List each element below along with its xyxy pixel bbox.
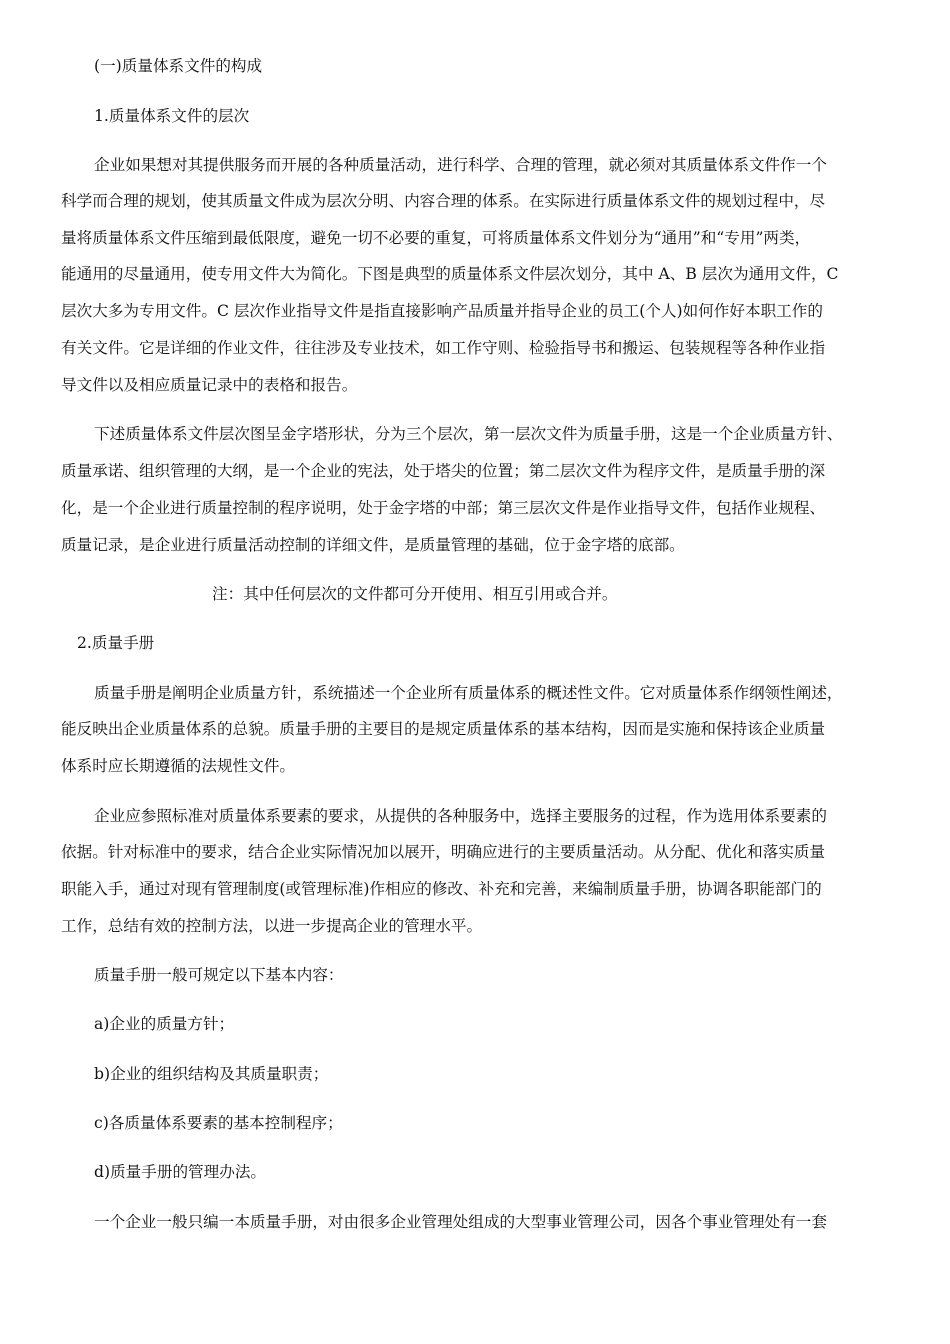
list-item: b)企业的组织结构及其质量职责；: [94, 1065, 329, 1083]
text-line: 能反映出企业质量体系的总貌。质量手册的主要目的是规定质量体系的基本结构，因而是实施和保持该企业质量: [61, 720, 826, 738]
sub-heading-levels: 1.质量体系文件的层次: [94, 107, 250, 125]
text-line: 下述质量体系文件层次图呈金字塔形状，分为三个层次，第一层次文件为质量手册，这是一个企业质量方针、: [94, 425, 843, 443]
manual-contents-intro: 质量手册一般可规定以下基本内容：: [94, 966, 344, 984]
text-line: 质量手册是阐明企业质量方针，系统描述一个企业所有质量体系的概述性文件。它对质量体系作纲领性阐述，: [94, 684, 843, 702]
text-line: 有关文件。它是详细的作业文件，往往涉及专业技术，如工作守则、检验指导书和搬运、包装规程等各种作业指: [61, 339, 826, 357]
text-line: 依据。针对标准中的要求，结合企业实际情况加以展开，明确应进行的主要质量活动。从分配、优化和落实质量: [61, 843, 826, 861]
text-line: 科学而合理的规划，使其质量文件成为层次分明、内容合理的体系。在实际进行质量体系文件的规划过程中，尽: [61, 192, 826, 210]
text-line: 化，是一个企业进行质量控制的程序说明，处于金字塔的中部；第三层次文件是作业指导文件，包括作业规程、: [61, 499, 826, 517]
text-line: 量将质量体系文件压缩到最低限度，避免一切不必要的重复，可将质量体系文件划分为“通用”和“专用”两类，: [61, 229, 811, 247]
text-line: 质量承诺、组织管理的大纲，是一个企业的宪法，处于塔尖的位置；第二层次文件为程序文件，是质量手册的深: [61, 462, 826, 480]
list-item: a)企业的质量方针；: [94, 1015, 235, 1033]
text-line: 导文件以及相应质量记录中的表格和报告。: [61, 376, 358, 394]
text-line: 体系时应长期遵循的法规性文件。: [61, 757, 295, 775]
text-line: 工作，总结有效的控制方法，以进一步提高企业的管理水平。: [61, 917, 483, 935]
section-heading: (一)质量体系文件的构成: [94, 57, 263, 75]
text-line: 质量记录，是企业进行质量活动控制的详细文件，是质量管理的基础，位于金字塔的底部。: [61, 536, 685, 554]
text-line: 一个企业一般只编一本质量手册，对由很多企业管理处组成的大型事业管理公司，因各个事业管理处有一套: [94, 1213, 827, 1231]
note: 注：其中任何层次的文件都可分开使用、相互引用或合并。: [212, 585, 618, 603]
list-item: c)各质量体系要素的基本控制程序；: [94, 1114, 343, 1132]
sub-heading-manual: 2.质量手册: [77, 634, 155, 652]
list-item: d)质量手册的管理办法。: [94, 1163, 267, 1181]
text-line: 能通用的尽量通用，使专用文件大为简化。下图是典型的质量体系文件层次划分，其中 A、B 层次为通用文件，C: [61, 265, 839, 283]
text-line: 层次大多为专用文件。C 层次作业指导文件是指直接影响产品质量并指导企业的员工(个人)如何作好本职工作的: [61, 302, 823, 320]
text-line: 企业如果想对其提供服务而开展的各种质量活动，进行科学、合理的管理，就必须对其质量体系文件作一个: [94, 156, 827, 174]
text-line: 职能入手，通过对现有管理制度(或管理标准)作相应的修改、补充和完善，来编制质量手册，协调各职能部门的: [61, 880, 822, 898]
text-line: 企业应参照标准对质量体系要素的要求，从提供的各种服务中，选择主要服务的过程，作为选用体系要素的: [94, 807, 827, 825]
